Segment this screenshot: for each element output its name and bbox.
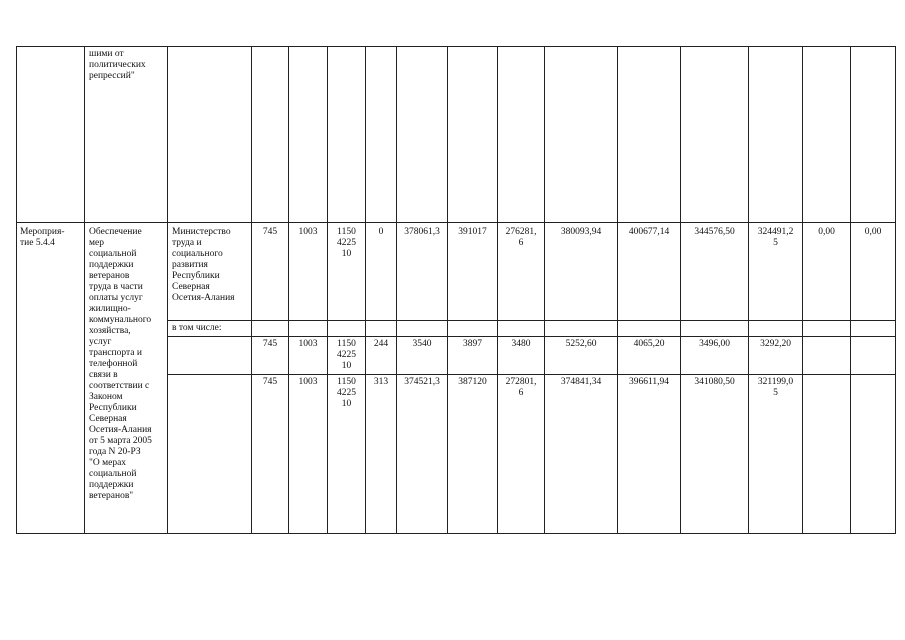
column-divider — [802, 46, 803, 534]
value-cell: 3540 — [412, 339, 432, 349]
value-cell: 391017 — [458, 227, 487, 237]
rzpr-code: 1003 — [298, 339, 318, 349]
column-divider — [396, 46, 397, 534]
value-cell: 276281, 6 — [505, 227, 537, 248]
measure-label: Мероприя- тие 5.4.4 — [20, 227, 65, 248]
value-cell: 344576,50 — [694, 227, 735, 237]
column-divider — [748, 46, 749, 534]
column-divider — [895, 46, 896, 534]
column-divider — [497, 46, 498, 534]
value-cell: 324491,2 5 — [757, 227, 794, 248]
value-cell: 341080,50 — [694, 377, 735, 387]
column-divider — [544, 46, 545, 534]
value-cell: 3496,00 — [699, 339, 730, 349]
csr-code: 1150 4225 10 — [337, 339, 356, 371]
grbs-code: 745 — [262, 227, 278, 237]
value-cell: 5252,60 — [565, 339, 597, 349]
column-divider — [447, 46, 448, 534]
value-cell: 396611,94 — [628, 377, 670, 387]
column-divider — [850, 46, 851, 534]
value-cell: 3292,20 — [760, 339, 791, 349]
column-divider — [84, 46, 85, 534]
column-divider — [680, 46, 681, 534]
column-divider — [288, 46, 289, 534]
column-divider — [167, 46, 168, 534]
row-separator — [167, 336, 896, 337]
vr-code: 313 — [373, 377, 389, 387]
csr-code: 1150 4225 10 — [337, 227, 356, 259]
value-cell: 374521,3 — [404, 377, 440, 387]
vr-code: 244 — [373, 339, 389, 349]
value-cell: 0,00 — [864, 227, 882, 237]
value-cell: 400677,14 — [628, 227, 670, 237]
table-bottom-border — [16, 533, 896, 534]
row-separator — [167, 374, 896, 375]
table-top-border — [16, 46, 896, 47]
column-divider — [365, 46, 366, 534]
rzpr-code: 1003 — [298, 227, 318, 237]
value-cell: 387120 — [458, 377, 487, 387]
program-name-continued: шими от политических репрессий" — [89, 49, 146, 81]
value-cell: 0,00 — [818, 227, 835, 237]
value-cell: 3897 — [463, 339, 482, 349]
column-divider — [327, 46, 328, 534]
grbs-code: 745 — [262, 339, 278, 349]
value-cell: 4065,20 — [633, 339, 665, 349]
row-separator — [167, 320, 896, 321]
value-cell: 374841,34 — [560, 377, 602, 387]
csr-code: 1150 4225 10 — [337, 377, 356, 409]
including-label: в том числе: — [172, 323, 222, 333]
measure-name: Обеспечение мер социальной поддержки ветеранов труда в части оплаты услуг жилищно- коммунального хозяйства, услуг транспорта и телефонной связи в соответствии с Законом Республики Северная Осетия-Алания от 5 марта 2005 года N 20-РЗ "О мерах социальной поддержки ветеранов" — [89, 227, 152, 501]
value-cell: 272801, 6 — [505, 377, 537, 398]
vr-code: 0 — [378, 227, 384, 237]
value-cell: 380093,94 — [560, 227, 602, 237]
row-separator — [16, 222, 896, 223]
value-cell: 321199,0 5 — [757, 377, 794, 398]
column-divider — [251, 46, 252, 534]
value-cell: 3480 — [511, 339, 531, 349]
column-divider — [16, 46, 17, 534]
grbs-code: 745 — [262, 377, 278, 387]
value-cell: 378061,3 — [404, 227, 440, 237]
executor: Министерство труда и социального развития Республики Северная Осетия-Алания — [172, 227, 235, 303]
column-divider — [617, 46, 618, 534]
rzpr-code: 1003 — [298, 377, 318, 387]
